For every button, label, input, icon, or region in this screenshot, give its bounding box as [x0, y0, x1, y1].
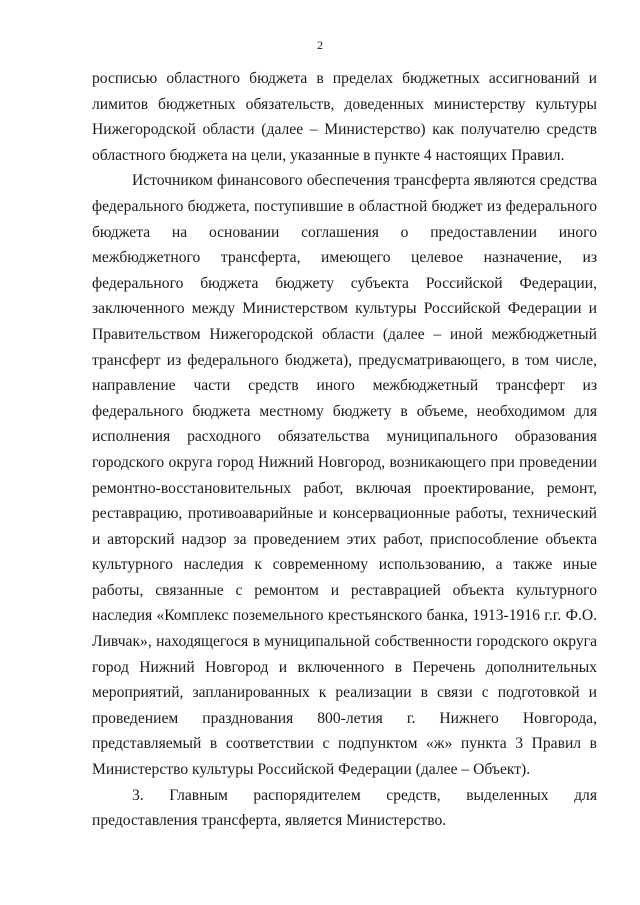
page-number: 2	[317, 38, 323, 52]
paragraph-item-3: 3. Главным распорядителем средств, выделенных для предоставления трансферта, является Министерство.	[92, 786, 597, 830]
paragraph-funding-source: Источником финансового обеспечения трансферта являются средства федерального бюджета, поступившие в областной бюджет из федерального бюджета на основании соглашения о предоставлении иного межбюджетного трансферта, имеющего целевое назначение, из федерального бюджета бюджету субъекта Российской Федерации, заключенного между Министерством культуры Российской Федерации и Правительством Нижегородской области (далее – иной межбюджетный трансферт из федерального бюджета), предусматривающего, в том числе, направление части средств иного межбюджетный трансферт из федерального бюджета местному бюджету в объеме, необходимом для исполнения расходного обязательства муниципального образования городского округа город Нижний Новгород, возникающего при проведении ремонтно-восстановительных работ, включая проектирование, ремонт, реставрацию, противоаварийные и консервационные работы, технический и авторский надзор за проведением этих работ, приспособление объекта культурного наследия к современному использованию, а также иные работы, связанные с ремонтом и реставрацией объекта культурного наследия «Комплекс поземельного крестьянского банка, 1913-1916 г.г. Ф.О. Ливчак», находящегося в муниципальной собственности городского округа город Нижний Новгород и включенного в Перечень дополнительных мероприятий, запланированных к реализации в связи с подготовкой и проведением празднования 800-летия г. Нижнего Новгорода, представляемый в соответствии с подпунктом «ж» пункта 3 Правил в Министерство культуры Российской Федерации (далее – Объект).	[92, 172, 597, 779]
document-body	[92, 66, 597, 834]
paragraph-continuation: росписью областного бюджета в пределах бюджетных ассигнований и лимитов бюджетных обязательств, доведенных министерству культуры Нижегородской области (далее – Министерство) как получателю средств областного бюджета на цели, указанные в пункте 4 настоящих Правил.	[92, 70, 597, 164]
